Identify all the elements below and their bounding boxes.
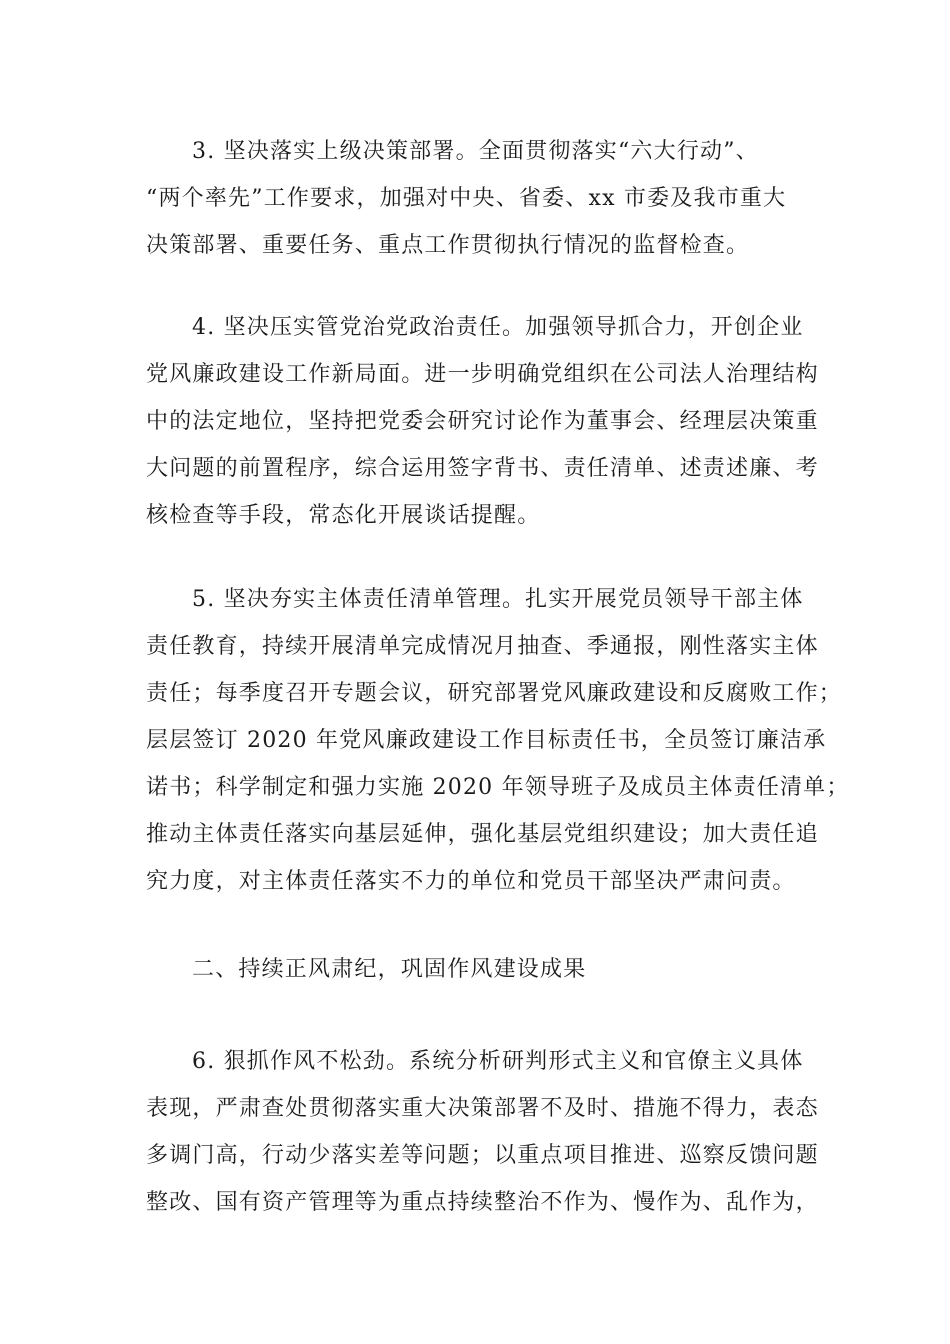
paragraph-line: 大问题的前置程序，综合运用签字背书、责任清单、述责述廉、考 (146, 456, 819, 481)
paragraph-line: 责任教育，持续开展清单完成情况月抽查、季通报，刚性落实主体 (146, 634, 819, 659)
paragraph-line: 3. 坚决落实上级决策部署。全面贯彻落实“六大行动”、 (192, 139, 759, 164)
paragraph-line: 6. 狠抓作风不松劲。系统分析研判形式主义和官僚主义具体 (192, 1049, 804, 1074)
section-heading (146, 946, 810, 993)
paragraph-line: 多调门高，行动少落实差等问题；以重点项目推进、巡察反馈问题 (146, 1143, 819, 1168)
paragraph-item-6 (146, 1038, 819, 1226)
paragraph-line: 核检查等手段，常态化开展谈话提醒。 (146, 503, 541, 528)
paragraph-line: 整改、国有资产管理等为重点持续整治不作为、慢作为、乱作为， (146, 1190, 819, 1215)
paragraph-line: 表现，严肃查处贯彻落实重大决策部署不及时、措施不得力，表态 (146, 1096, 819, 1121)
paragraph-line: 层层签订 2020 年党风廉政建设工作目标责任书，全员签订廉洁承 (146, 728, 827, 753)
paragraph-item-3 (146, 128, 810, 269)
paragraph-line: 诺书；科学制定和强力实施 2020 年领导班子及成员主体责任清单； (146, 775, 850, 800)
paragraph-item-5 (146, 576, 850, 905)
paragraph-item-4 (146, 304, 819, 539)
paragraph-line: 4. 坚决压实管党治党政治责任。加强领导抓合力，开创企业 (192, 315, 804, 340)
paragraph-line: “两个率先”工作要求，加强对中央、省委、xx 市委及我市重大 (146, 186, 787, 211)
paragraph-line: 5. 坚决夯实主体责任清单管理。扎实开展党员领导干部主体 (192, 587, 804, 612)
paragraph-line: 中的法定地位，坚持把党委会研究讨论作为董事会、经理层决策重 (146, 409, 819, 434)
paragraph-line: 责任；每季度召开专题会议，研究部署党风廉政建设和反腐败工作； (146, 681, 843, 706)
paragraph-line: 究力度，对主体责任落实不力的单位和党员干部坚决严肃问责。 (146, 869, 796, 894)
section-heading-text: 二、持续正风肃纪，巩固作风建设成果 (192, 957, 587, 982)
paragraph-line: 党风廉政建设工作新局面。进一步明确党组织在公司法人治理结构 (146, 362, 819, 387)
paragraph-line: 推动主体责任落实向基层延伸，强化基层党组织建设；加大责任追 (146, 822, 819, 847)
paragraph-line: 决策部署、重要任务、重点工作贯彻执行情况的监督检查。 (146, 233, 750, 258)
